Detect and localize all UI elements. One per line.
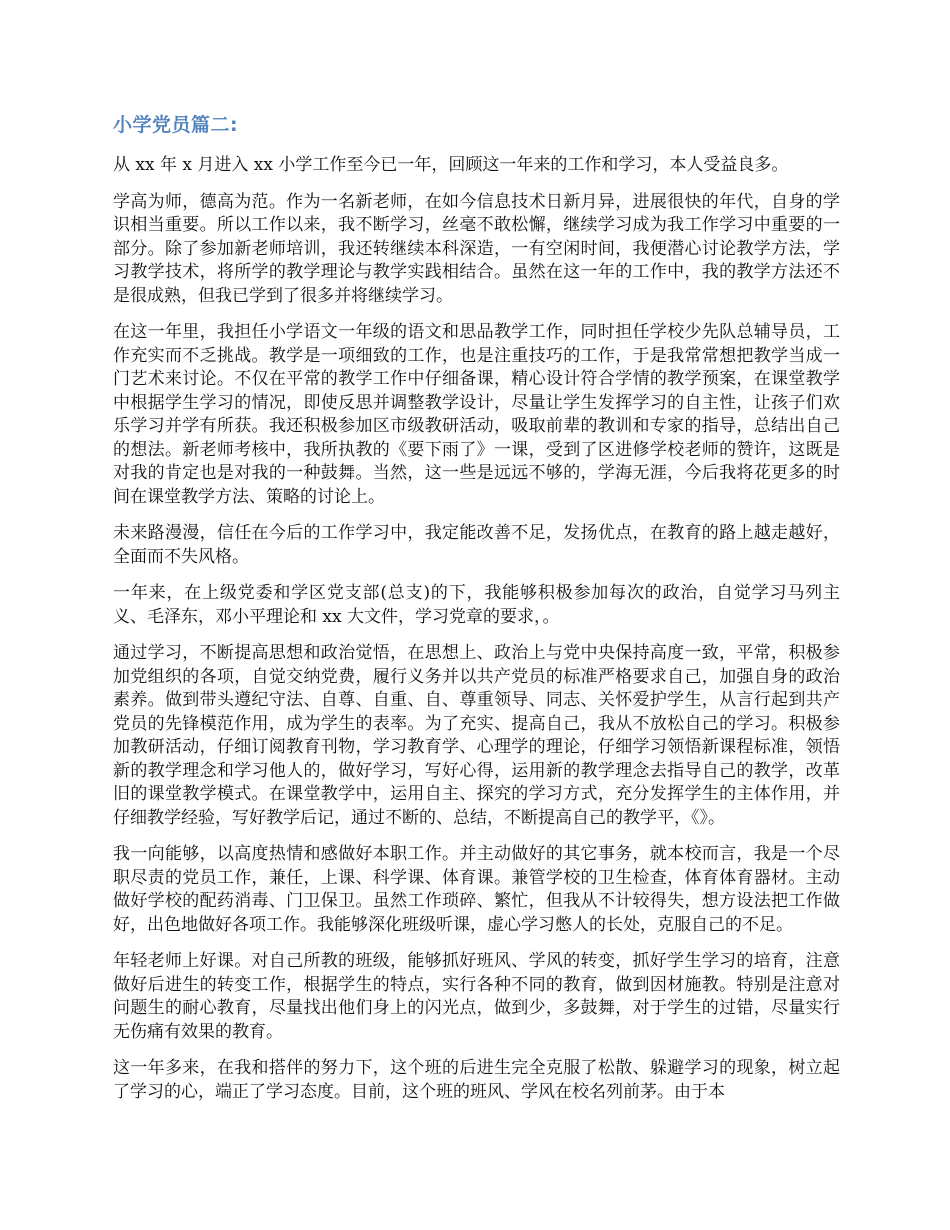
document-heading: 小学党员篇二: bbox=[113, 114, 239, 136]
paragraph: 学高为师，德高为范。作为一名新老师，在如今信息技术日新月异，进展很快的年代，自身的学识相当重要。所以工作以来，我不断学习，丝毫不敢松懈，继续学习成为我工作学习中重要的一部分。除了参加新老师培训，我还转继续本科深造，一有空闲时间，我便潜心讨论教学方法，学习教学技术，将所学的教学理论与教学实践相结合。虽然在这一年的工作中，我的教学方法还不是很成熟，但我已学到了很多并将继续学习。 bbox=[113, 191, 840, 306]
paragraph: 未来路漫漫，信任在今后的工作学习中，我定能改善不足，发扬优点，在教育的路上越走越好，全面而不失风格。 bbox=[113, 523, 840, 567]
paragraph: 在这一年里，我担任小学语文一年级的语文和思品教学工作，同时担任学校少先队总辅导员，工作充实而不乏挑战。教学是一项细致的工作，也是注重技巧的工作，于是我常常想把教学当成一门艺术来讨论。不仅在平常的教学工作中仔细备课，精心设计符合学情的教学预案，在课堂教学中根据学生学习的情况，即使反思并调整教学设计，尽量让学生发挥学习的自主性，让孩子们欢乐学习并学有所获。我还积极参加区市级教研活动，吸取前辈的教训和专家的指导，总结出自己的想法。新老师考核中，我所执教的《要下雨了》一课，受到了区进修学校老师的赞许，这既是对我的肯定也是对我的一种鼓舞。当然，这一些是远远不够的，学海无涯，今后我将花更多的时间在课堂教学方法、策略的讨论上。 bbox=[113, 322, 840, 507]
document-page bbox=[113, 108, 840, 1117]
paragraph: 一年来，在上级党委和学区党支部(总支)的下，我能够积极参加每次的政治，自觉学习马列主义、毛泽东，邓小平理论和 xx 大文件，学习党章的要求，。 bbox=[113, 583, 840, 627]
paragraph: 我一向能够，以高度热情和感做好本职工作。并主动做好的其它事务，就本校而言，我是一个尽职尽责的党员工作，兼任，上课、科学课、体育课。兼管学校的卫生检查，体育体育器材。主动做好学校的配药消毒、门卫保卫。虽然工作琐碎、繁忙，但我从不计较得失，想方设法把工作做好，出色地做好各项工作。我能够深化班级听课，虚心学习憋人的长处，克服自己的不足。 bbox=[113, 844, 840, 935]
paragraph: 从 xx 年 x 月进入 xx 小学工作至今已一年，回顾这一年来的工作和学习，本人受益良多。 bbox=[113, 155, 789, 175]
paragraph: 年轻老师上好课。对自己所教的班级，能够抓好班风、学风的转变，抓好学生学习的培育，注意做好后进生的转变工作，根据学生的特点，实行各种不同的教育，做到因材施教。特别是注意对问题生的耐心教育，尽量找出他们身上的闪光点，做到少，多鼓舞，对于学生的过错，尽量实行无伤痛有效果的教育。 bbox=[113, 951, 840, 1042]
paragraph: 这一年多来，在我和搭伴的努力下，这个班的后进生完全克服了松散、躲避学习的现象，树立起了学习的心，端正了学习态度。目前，这个班的班风、学风在校名列前茅。由于本 bbox=[113, 1058, 840, 1102]
paragraph: 通过学习，不断提高思想和政治觉悟，在思想上、政治上与党中央保持高度一致，平常，积极参加党组织的各项，自觉交纳党费，履行义务并以共产党员的标准严格要求自己，加强自身的政治素养。做到带头遵纪守法、自尊、自重、自、尊重领导、同志、关怀爱护学生，从言行起到共产党员的先锋模范作用，成为学生的表率。为了充实、提高自己，我从不放松自己的学习。积极参加教研活动，仔细订阅教育刊物，学习教育学、心理学的理论，仔细学习领悟新课程标准，领悟新的教学理念和学习他人的，做好学习，写好心得，运用新的教学理念去指导自己的教学，改革旧的课堂教学模式。在课堂教学中，运用自主、探究的学习方式，充分发挥学生的主体作用，并仔细教学经验，写好教学后记，通过不断的、总结，不断提高自己的教学平，《》。 bbox=[113, 643, 840, 828]
